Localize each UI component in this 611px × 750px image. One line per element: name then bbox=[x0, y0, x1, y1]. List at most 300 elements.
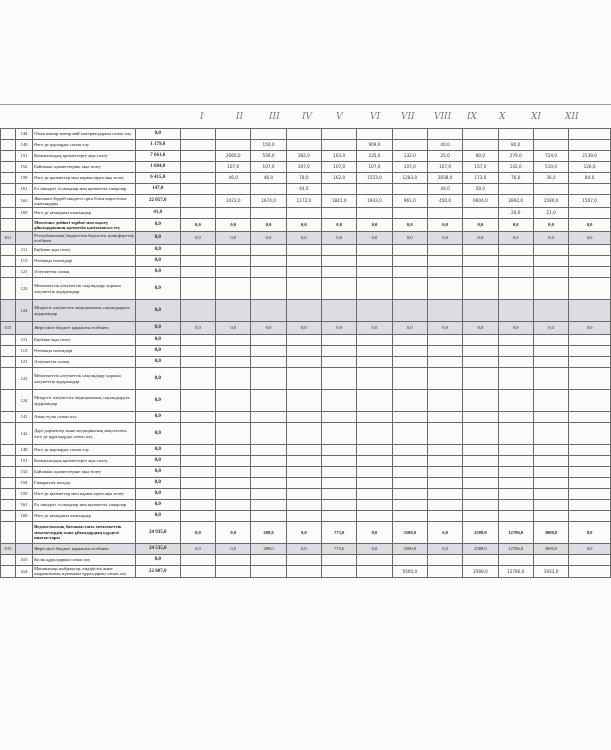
month-value-cell bbox=[357, 129, 392, 140]
month-value-cell: 1553,0 bbox=[357, 173, 392, 184]
month-header-8: VIII bbox=[434, 112, 452, 122]
month-value-cell bbox=[251, 278, 286, 300]
month-value-cell bbox=[216, 489, 251, 500]
month-value-cell: 2588,0 bbox=[463, 566, 498, 578]
month-value-cell: 0,0 bbox=[569, 322, 611, 335]
month-value-cell bbox=[392, 357, 427, 368]
month-value-cell bbox=[286, 500, 321, 511]
month-value-cell: 3000,0 bbox=[533, 522, 568, 544]
month-value-cell: 107,0 bbox=[216, 162, 251, 173]
month-value-cell bbox=[533, 256, 568, 267]
specifics-code-cell: 161 bbox=[15, 500, 32, 511]
month-value-cell: 288,0 bbox=[251, 544, 286, 555]
description-cell: Ел ішіндегі іссапарлар мен қызметтік сапарлар bbox=[33, 184, 136, 195]
month-value-cell bbox=[357, 300, 392, 322]
month-value-cell bbox=[427, 467, 462, 478]
month-value-cell: 1423,0 bbox=[216, 195, 251, 208]
section-code-cell bbox=[1, 278, 16, 300]
month-value-cell bbox=[251, 346, 286, 357]
table-row bbox=[1, 478, 611, 489]
month-value-cell bbox=[180, 256, 215, 267]
section-code-cell bbox=[1, 173, 16, 184]
month-value-cell bbox=[569, 278, 611, 300]
section-code-cell bbox=[1, 412, 16, 423]
description-cell: Әлеуметтік салық bbox=[33, 267, 136, 278]
month-value-cell: 25,0 bbox=[427, 151, 462, 162]
month-value-cell bbox=[216, 300, 251, 322]
month-value-cell bbox=[251, 256, 286, 267]
month-value-cell bbox=[427, 335, 462, 346]
month-value-cell: 76,0 bbox=[498, 173, 533, 184]
month-value-cell: 0,0 bbox=[357, 219, 392, 232]
table-row bbox=[1, 232, 611, 245]
table-row bbox=[1, 162, 611, 173]
total-cell: 0,0 bbox=[135, 368, 180, 390]
section-code-cell bbox=[1, 500, 16, 511]
month-value-cell bbox=[286, 566, 321, 578]
month-value-cell bbox=[533, 335, 568, 346]
month-value-cell bbox=[322, 278, 357, 300]
month-value-cell: 0,0 bbox=[357, 232, 392, 245]
month-value-cell bbox=[463, 357, 498, 368]
specifics-code-cell: 121 bbox=[15, 267, 32, 278]
month-value-cell bbox=[463, 300, 498, 322]
month-value-cell bbox=[286, 208, 321, 219]
description-cell: Өзге де қызметтер мен жұмыстарға ақы төлеу bbox=[33, 489, 136, 500]
month-value-cell: 773,0 bbox=[322, 522, 357, 544]
total-cell: 0,0 bbox=[135, 467, 180, 478]
table-row bbox=[1, 500, 611, 511]
month-value-cell: 909,0 bbox=[357, 140, 392, 151]
month-value-cell: 162,0 bbox=[322, 173, 357, 184]
month-value-cell bbox=[180, 390, 215, 412]
month-value-cell bbox=[533, 129, 568, 140]
month-value-cell bbox=[286, 511, 321, 522]
month-value-cell bbox=[427, 267, 462, 278]
month-header-12: XII bbox=[565, 112, 579, 122]
month-value-cell bbox=[216, 184, 251, 195]
month-value-cell: 0,0 bbox=[286, 219, 321, 232]
month-value-cell: 150,0 bbox=[251, 140, 286, 151]
month-value-cell bbox=[322, 412, 357, 423]
month-value-cell: 0,0 bbox=[427, 219, 462, 232]
table-row bbox=[1, 346, 611, 357]
month-value-cell bbox=[322, 335, 357, 346]
specifics-code-cell: 151 bbox=[15, 151, 32, 162]
total-cell: 0,0 bbox=[135, 511, 180, 522]
month-value-cell bbox=[216, 256, 251, 267]
month-value-cell bbox=[392, 245, 427, 256]
total-cell: 0,0 bbox=[135, 300, 180, 322]
month-value-cell bbox=[180, 129, 215, 140]
description-cell: Жергілікті бюджет қаражаты есебінен bbox=[33, 322, 136, 335]
month-value-cell bbox=[392, 423, 427, 445]
table-row bbox=[1, 184, 611, 195]
month-value-cell bbox=[427, 566, 462, 578]
total-cell: 0,0 bbox=[135, 278, 180, 300]
specifics-code-cell: 141 bbox=[15, 412, 32, 423]
month-value-cell bbox=[322, 467, 357, 478]
description-cell: Отын жанар-жағар май материалдарын сатып алу bbox=[33, 129, 136, 140]
section-code-cell bbox=[1, 162, 16, 173]
month-value-cell bbox=[286, 555, 321, 566]
month-value-cell bbox=[180, 456, 215, 467]
specifics-code-cell: 169 bbox=[15, 511, 32, 522]
month-value-cell bbox=[322, 346, 357, 357]
month-value-cell bbox=[322, 500, 357, 511]
month-value-cell: 5500,0 bbox=[392, 522, 427, 544]
month-value-cell bbox=[392, 467, 427, 478]
section-code-cell bbox=[1, 445, 16, 456]
table-row bbox=[1, 412, 611, 423]
month-value-cell bbox=[180, 173, 215, 184]
month-value-cell: 107,0 bbox=[286, 162, 321, 173]
table-row bbox=[1, 544, 611, 555]
table-row bbox=[1, 357, 611, 368]
specifics-code-cell: 149 bbox=[15, 445, 32, 456]
month-value-cell bbox=[533, 445, 568, 456]
total-cell: 0,0 bbox=[135, 256, 180, 267]
month-value-cell: 556,0 bbox=[251, 151, 286, 162]
month-value-cell: 44,0 bbox=[427, 184, 462, 195]
month-value-cell bbox=[463, 129, 498, 140]
month-value-cell bbox=[498, 390, 533, 412]
total-cell: 147,0 bbox=[135, 184, 180, 195]
month-value-cell bbox=[427, 511, 462, 522]
month-value-cell bbox=[251, 368, 286, 390]
section-code-cell bbox=[1, 357, 16, 368]
specifics-code-cell: 414 bbox=[15, 566, 32, 578]
month-header-4: IV bbox=[302, 112, 313, 122]
month-value-cell: 1943,0 bbox=[357, 195, 392, 208]
month-value-cell bbox=[533, 184, 568, 195]
month-value-cell bbox=[427, 245, 462, 256]
month-value-cell: 0,0 bbox=[427, 522, 462, 544]
month-value-cell bbox=[357, 478, 392, 489]
month-value-cell bbox=[322, 456, 357, 467]
month-value-cell: 0,0 bbox=[286, 544, 321, 555]
month-value-cell bbox=[357, 184, 392, 195]
section-code-cell bbox=[1, 423, 16, 445]
month-value-cell bbox=[533, 511, 568, 522]
table-row bbox=[1, 140, 611, 151]
month-value-cell bbox=[357, 467, 392, 478]
month-value-cell bbox=[498, 368, 533, 390]
total-cell: 0,0 bbox=[135, 357, 180, 368]
table-row bbox=[1, 300, 611, 322]
month-value-cell: 40,0 bbox=[427, 140, 462, 151]
month-value-cell: 510,0 bbox=[533, 162, 568, 173]
month-value-cell bbox=[322, 357, 357, 368]
description-cell: Өзге де қызметтер мен жұмыстарға ақы төлеу bbox=[33, 173, 136, 184]
month-value-cell bbox=[463, 500, 498, 511]
month-value-cell bbox=[463, 368, 498, 390]
month-value-cell bbox=[216, 357, 251, 368]
month-value-cell: 0,0 bbox=[180, 219, 215, 232]
month-value-cell bbox=[463, 445, 498, 456]
month-value-cell: 21,0 bbox=[533, 208, 568, 219]
month-value-cell bbox=[180, 467, 215, 478]
specifics-code-cell: 149 bbox=[15, 140, 32, 151]
month-value-cell bbox=[392, 267, 427, 278]
table-row bbox=[1, 335, 611, 346]
month-value-cell bbox=[498, 511, 533, 522]
month-value-cell bbox=[322, 300, 357, 322]
month-value-cell bbox=[251, 555, 286, 566]
section-code-cell bbox=[1, 219, 16, 232]
month-value-cell bbox=[392, 256, 427, 267]
month-value-cell bbox=[286, 346, 321, 357]
month-value-cell: 0,0 bbox=[216, 232, 251, 245]
total-cell: 1 684,0 bbox=[135, 162, 180, 173]
month-value-cell bbox=[180, 346, 215, 357]
page-rule bbox=[0, 104, 611, 105]
month-value-cell bbox=[357, 267, 392, 278]
month-value-cell bbox=[463, 256, 498, 267]
month-value-cell bbox=[216, 208, 251, 219]
month-value-cell bbox=[322, 445, 357, 456]
table-row bbox=[1, 555, 611, 566]
specifics-code-cell: 121 bbox=[15, 357, 32, 368]
month-value-cell bbox=[251, 335, 286, 346]
month-value-cell: 1507,0 bbox=[569, 195, 611, 208]
month-value-cell bbox=[427, 208, 462, 219]
budget-table bbox=[0, 128, 611, 578]
month-value-cell bbox=[392, 412, 427, 423]
description-cell: Байланыс қызметтеріне ақы төлеу bbox=[33, 162, 136, 173]
month-value-cell bbox=[427, 278, 462, 300]
month-value-cell: 59,0 bbox=[463, 184, 498, 195]
month-value-cell: 1283,0 bbox=[392, 173, 427, 184]
specifics-code-cell: 169 bbox=[15, 208, 32, 219]
month-value-cell bbox=[498, 456, 533, 467]
table-row bbox=[1, 522, 611, 544]
month-value-cell bbox=[180, 151, 215, 162]
month-value-cell bbox=[357, 500, 392, 511]
month-value-cell bbox=[322, 184, 357, 195]
month-value-cell: 5500,0 bbox=[392, 544, 427, 555]
table-row bbox=[1, 390, 611, 412]
month-value-cell bbox=[533, 489, 568, 500]
month-value-cell: 0,0 bbox=[427, 232, 462, 245]
month-value-cell bbox=[569, 208, 611, 219]
description-cell: Жергілікті бюджет қаражаты есебінен bbox=[33, 544, 136, 555]
month-value-cell bbox=[427, 412, 462, 423]
month-value-cell bbox=[498, 184, 533, 195]
table-row bbox=[1, 278, 611, 300]
month-value-cell: 279,0 bbox=[498, 151, 533, 162]
month-value-cell bbox=[251, 445, 286, 456]
month-value-cell bbox=[216, 456, 251, 467]
month-value-cell bbox=[286, 467, 321, 478]
month-value-cell bbox=[286, 278, 321, 300]
table-row bbox=[1, 129, 611, 140]
total-cell: 0,0 bbox=[135, 322, 180, 335]
month-value-cell bbox=[322, 256, 357, 267]
month-value-cell bbox=[322, 511, 357, 522]
total-cell: 24 535,0 bbox=[135, 544, 180, 555]
month-value-cell: 107,0 bbox=[357, 162, 392, 173]
month-value-cell bbox=[569, 245, 611, 256]
table-row bbox=[1, 368, 611, 390]
month-value-cell: 46,0 bbox=[216, 173, 251, 184]
description-cell: Өтемақы төлемдері bbox=[33, 256, 136, 267]
month-value-cell bbox=[569, 140, 611, 151]
total-cell: 0,0 bbox=[135, 129, 180, 140]
specifics-code-cell bbox=[15, 544, 32, 555]
month-value-cell bbox=[286, 390, 321, 412]
month-value-cell bbox=[357, 566, 392, 578]
month-value-cell bbox=[392, 500, 427, 511]
month-value-cell bbox=[322, 423, 357, 445]
month-value-cell bbox=[180, 445, 215, 456]
description-cell: Мектепке дейінгі тәрбие мен оқыту ұйымдарының қызметін қамтамасыз ету bbox=[33, 219, 136, 232]
total-cell: 0,0 bbox=[135, 390, 180, 412]
total-cell: 0,0 bbox=[135, 445, 180, 456]
month-value-cell: 0,0 bbox=[180, 522, 215, 544]
month-value-cell bbox=[357, 511, 392, 522]
specifics-code-cell: 151 bbox=[15, 456, 32, 467]
month-value-cell: 107,0 bbox=[392, 162, 427, 173]
month-value-cell bbox=[251, 511, 286, 522]
section-code-cell bbox=[1, 489, 16, 500]
month-value-cell: 2838,0 bbox=[427, 173, 462, 184]
month-value-cell: 0,0 bbox=[569, 544, 611, 555]
description-cell: Азық-түлік сатып алу bbox=[33, 412, 136, 423]
section-code-cell bbox=[1, 129, 16, 140]
month-value-cell: 288,0 bbox=[251, 522, 286, 544]
description-cell: Мемлекеттік әлеуметтік сақтандыру қорына әлеуметтік аударымдар bbox=[33, 368, 136, 390]
month-value-cell: 0,0 bbox=[357, 544, 392, 555]
description-cell: Өзге де ағымдағы шығындар bbox=[33, 208, 136, 219]
month-value-cell bbox=[569, 390, 611, 412]
total-cell: 0,0 bbox=[135, 500, 180, 511]
month-value-cell bbox=[180, 335, 215, 346]
month-value-cell bbox=[286, 357, 321, 368]
month-headers bbox=[0, 112, 611, 126]
month-value-cell bbox=[533, 456, 568, 467]
month-value-cell bbox=[392, 511, 427, 522]
total-cell: 0,0 bbox=[135, 346, 180, 357]
month-value-cell bbox=[180, 357, 215, 368]
section-code-cell: 015 bbox=[1, 544, 16, 555]
section-code-cell bbox=[1, 467, 16, 478]
month-value-cell bbox=[286, 129, 321, 140]
month-header-1: I bbox=[200, 112, 204, 122]
specifics-code-cell: 163 bbox=[15, 195, 32, 208]
total-cell: 0,0 bbox=[135, 555, 180, 566]
total-cell: 1 179,0 bbox=[135, 140, 180, 151]
description-cell: Ведомстволық бағыныстағы мемлекеттік мекемелердің және ұйымдардың күрделі шығыстары bbox=[33, 522, 136, 544]
month-value-cell bbox=[533, 390, 568, 412]
total-cell: 0,0 bbox=[135, 245, 180, 256]
description-cell: Өзге де қорларды сатып алу bbox=[33, 445, 136, 456]
month-value-cell: 132,0 bbox=[392, 151, 427, 162]
total-cell: 0,0 bbox=[135, 335, 180, 346]
month-value-cell: 773,0 bbox=[322, 544, 357, 555]
month-value-cell bbox=[498, 467, 533, 478]
month-value-cell bbox=[498, 500, 533, 511]
section-code-cell bbox=[1, 555, 16, 566]
month-value-cell: 2588,0 bbox=[463, 544, 498, 555]
month-value-cell bbox=[180, 278, 215, 300]
description-cell: Ел ішіндегі іссапарлар мен қызметтік сапарлар bbox=[33, 500, 136, 511]
month-value-cell: 0,0 bbox=[533, 232, 568, 245]
month-value-cell: 0,0 bbox=[251, 219, 286, 232]
month-value-cell: 1933,0 bbox=[533, 566, 568, 578]
month-value-cell: 0,0 bbox=[216, 219, 251, 232]
month-value-cell bbox=[251, 300, 286, 322]
month-value-cell bbox=[569, 478, 611, 489]
month-value-cell bbox=[463, 208, 498, 219]
total-cell: 0,0 bbox=[135, 489, 180, 500]
month-value-cell bbox=[251, 566, 286, 578]
table-row bbox=[1, 256, 611, 267]
month-value-cell bbox=[180, 412, 215, 423]
month-value-cell bbox=[427, 256, 462, 267]
month-value-cell bbox=[427, 555, 462, 566]
description-cell: Республикалық бюджеттен берілетін трансферттер есебінен bbox=[34, 232, 134, 243]
total-cell: 41,0 bbox=[135, 208, 180, 219]
month-value-cell bbox=[251, 456, 286, 467]
month-value-cell bbox=[569, 456, 611, 467]
month-value-cell bbox=[180, 140, 215, 151]
month-value-cell bbox=[463, 245, 498, 256]
month-value-cell bbox=[498, 300, 533, 322]
month-value-cell bbox=[180, 267, 215, 278]
month-value-cell bbox=[216, 346, 251, 357]
month-value-cell bbox=[498, 445, 533, 456]
month-value-cell: 0,0 bbox=[392, 232, 427, 245]
month-value-cell bbox=[498, 489, 533, 500]
month-value-cell bbox=[322, 129, 357, 140]
month-value-cell bbox=[286, 445, 321, 456]
month-value-cell bbox=[357, 445, 392, 456]
month-value-cell: 84,0 bbox=[569, 173, 611, 184]
total-cell: 24 935,0 bbox=[135, 522, 180, 544]
month-value-cell: 0,0 bbox=[357, 322, 392, 335]
month-value-cell bbox=[180, 300, 215, 322]
month-value-cell bbox=[322, 390, 357, 412]
total-cell: 0,0 bbox=[135, 267, 180, 278]
month-header-5: V bbox=[336, 112, 343, 122]
section-code-cell bbox=[1, 335, 16, 346]
month-value-cell bbox=[286, 478, 321, 489]
month-value-cell bbox=[251, 478, 286, 489]
month-value-cell bbox=[533, 300, 568, 322]
month-value-cell bbox=[569, 368, 611, 390]
specifics-code-cell: 413 bbox=[15, 555, 32, 566]
month-value-cell: 0,0 bbox=[463, 322, 498, 335]
specifics-code-cell: 124 bbox=[15, 300, 32, 322]
month-value-cell bbox=[322, 208, 357, 219]
month-value-cell bbox=[569, 357, 611, 368]
month-value-cell: 5500,0 bbox=[392, 566, 427, 578]
month-value-cell bbox=[180, 423, 215, 445]
month-value-cell bbox=[498, 346, 533, 357]
month-value-cell bbox=[357, 412, 392, 423]
month-value-cell bbox=[286, 300, 321, 322]
section-code-cell bbox=[1, 566, 16, 578]
month-value-cell bbox=[322, 245, 357, 256]
description-cell: Міндетті әлеуметтік медициналық сақтандыруға аударымдар bbox=[33, 390, 136, 412]
month-value-cell bbox=[569, 267, 611, 278]
month-value-cell bbox=[569, 300, 611, 322]
month-value-cell bbox=[180, 511, 215, 522]
description-cell: Көлік құралдарын сатып алу bbox=[33, 555, 136, 566]
description-cell: Машиналар,жабдықтар, өндірістік және шаруашылық мүкәммал құралдарын сатып алу bbox=[33, 566, 136, 578]
month-value-cell bbox=[216, 445, 251, 456]
